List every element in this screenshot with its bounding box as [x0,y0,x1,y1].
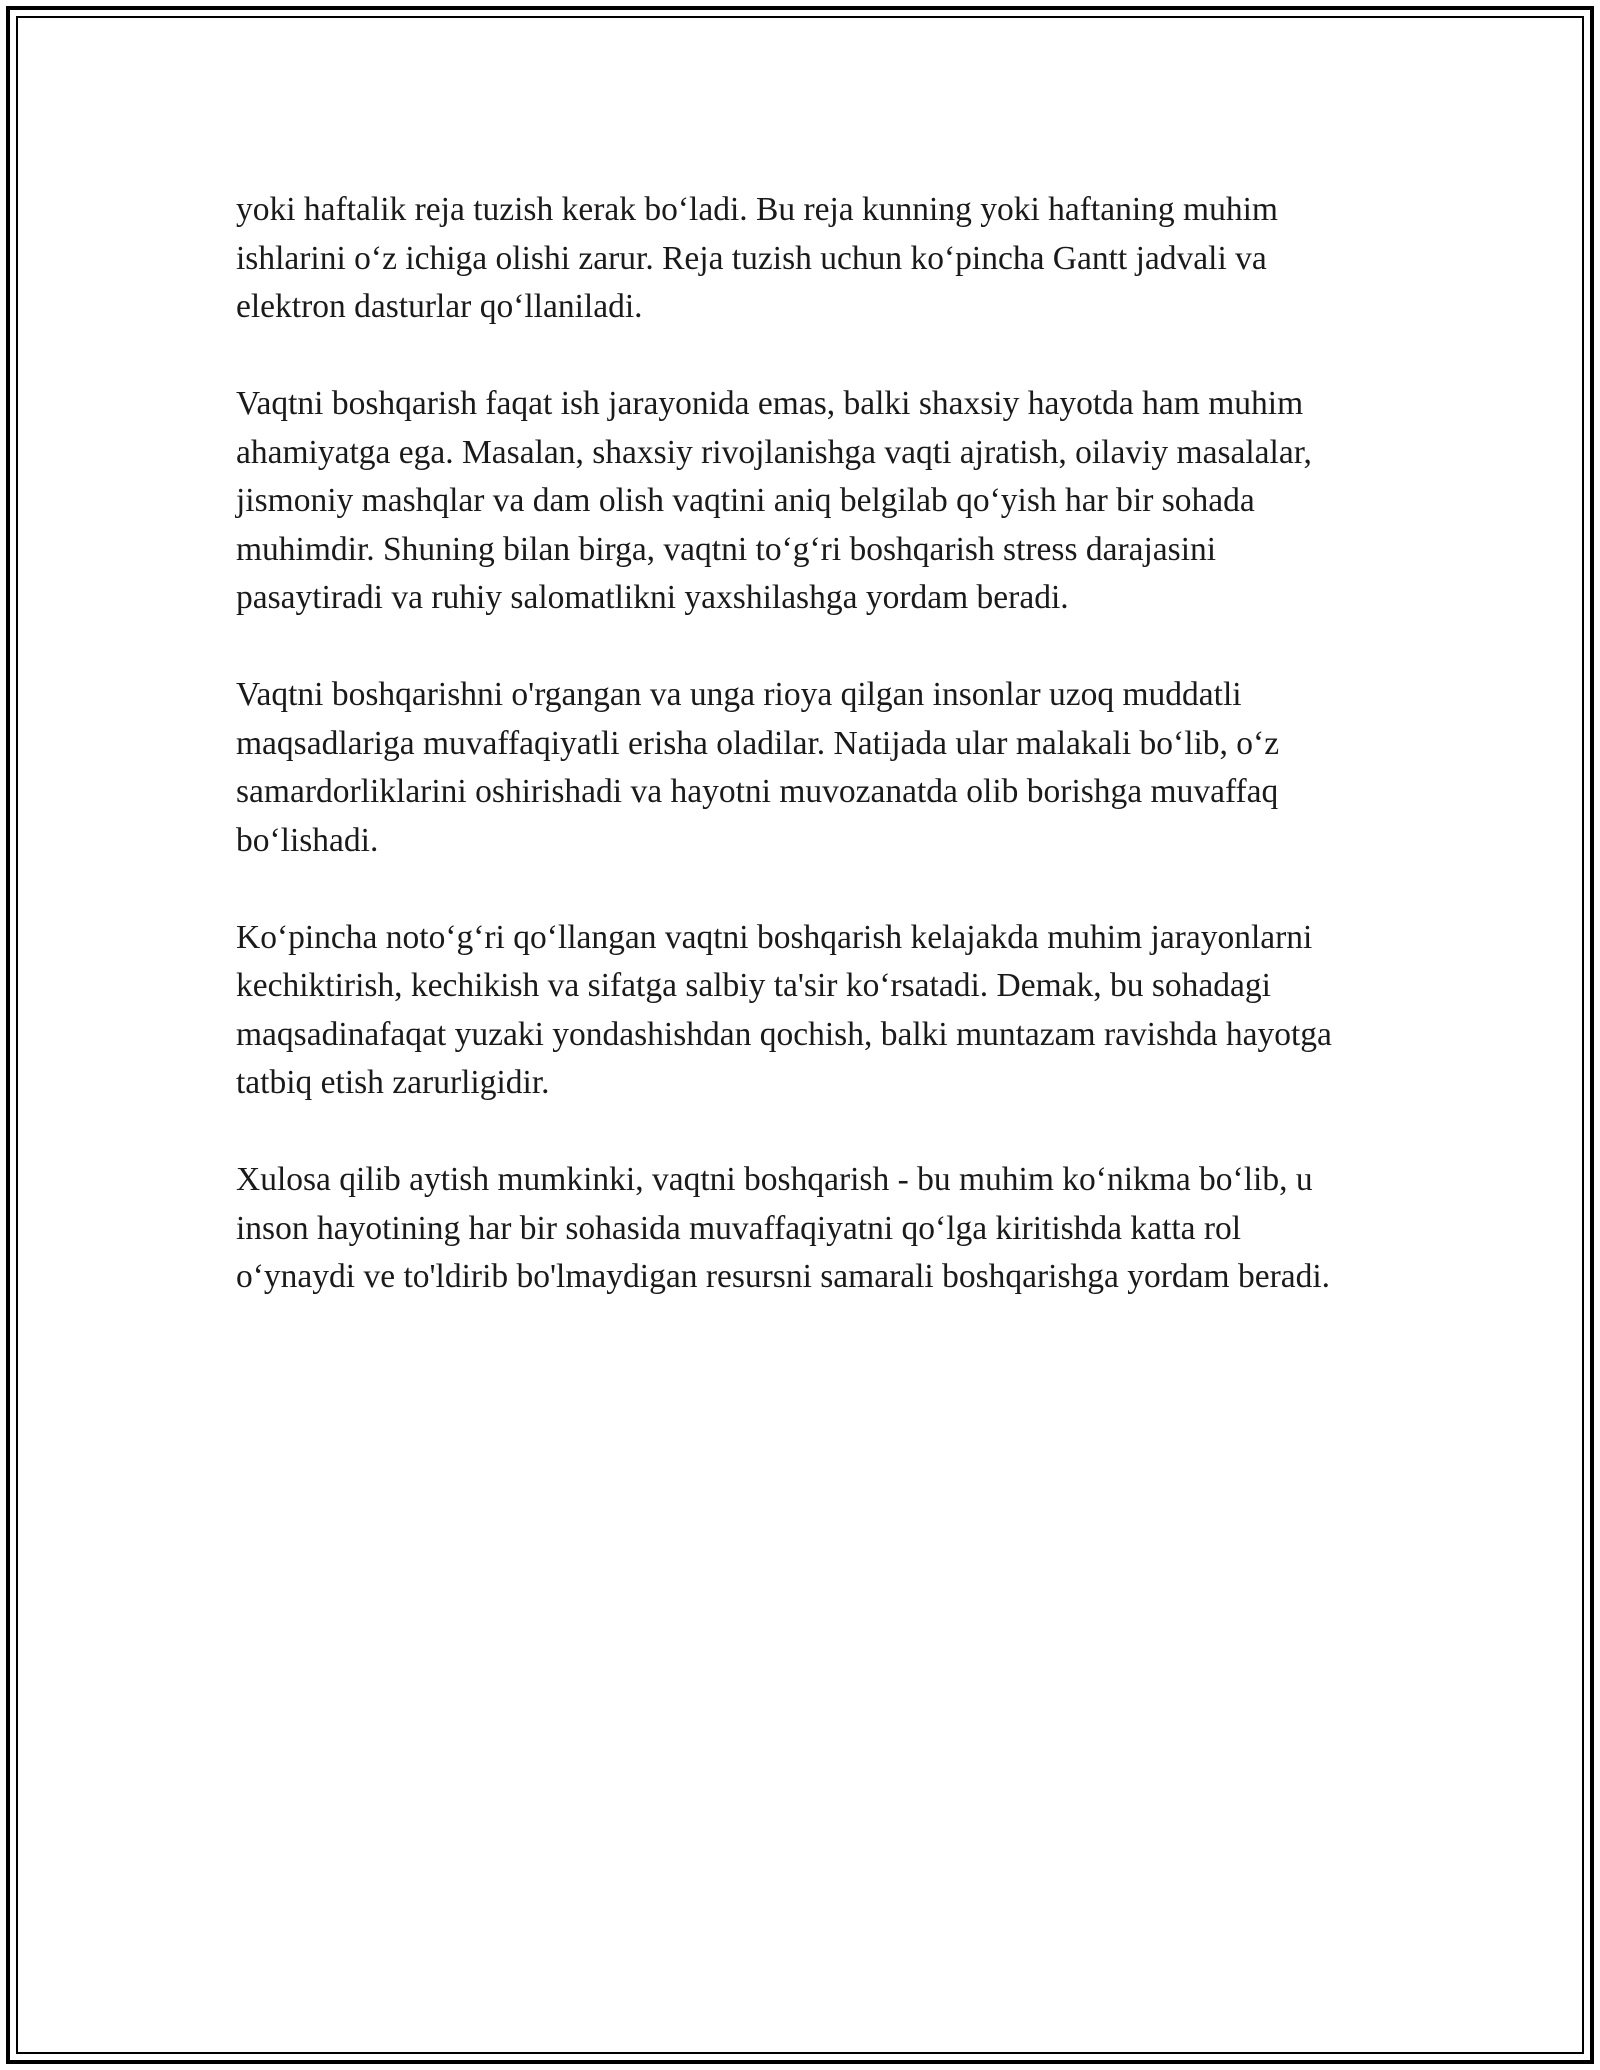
paragraph-4: Ko‘pincha noto‘g‘ri qo‘llangan vaqtni boshqarish kelajakda muhim jarayonlarni kechiktirish, kechikish va sifatga salbiy ta'sir ko‘rsatadi. Demak, bu sohadagi maqsadinafaqat yuzaki yondashishdan qochish, balki muntazam ravishda hayotga tatbiq etish zarurligidir. [236,918,1332,1101]
document-body [236,186,1366,1350]
paragraph-5: Xulosa qilib aytish mumkinki, vaqtni boshqarish - bu muhim ko‘nikma bo‘lib, u inson hayotining har bir sohasida muvaffaqiyatni qo‘lga kiritishda katta rol o‘ynaydi ve to'ldirib bo'lmaydigan resursni samarali boshqarishga yordam beradi. [236,1161,1331,1295]
paragraph-1: yoki haftalik reja tuzish kerak bo‘ladi. Bu reja kunning yoki haftaning muhim ishlarini o‘z ichiga olishi zarur. Reja tuzish uchun ko‘pincha Gantt jadvali va elektron dasturlar qo‘llaniladi. [236,191,1278,325]
paragraph-3: Vaqtni boshqarishni o'rgangan va unga rioya qilgan insonlar uzoq muddatli maqsadlariga muvaffaqiyatli erisha oladilar. Natijada ular malakali bo‘lib, o‘z samardorliklarini oshirishadi va hayotni muvozanatda olib borishga muvaffaq bo‘lishadi. [236,676,1280,859]
paragraph-2: Vaqtni boshqarish faqat ish jarayonida emas, balki shaxsiy hayotda ham muhim ahamiyatga ega. Masalan, shaxsiy rivojlanishga vaqti ajratish, oilaviy masalalar, jismoniy mashqlar va dam olish vaqtini aniq belgilab qo‘yish har bir sohada muhimdir. Shuning bilan birga, vaqtni to‘g‘ri boshqarish stress darajasini pasaytiradi va ruhiy salomatlikni yaxshilashga yordam beradi. [236,385,1312,616]
